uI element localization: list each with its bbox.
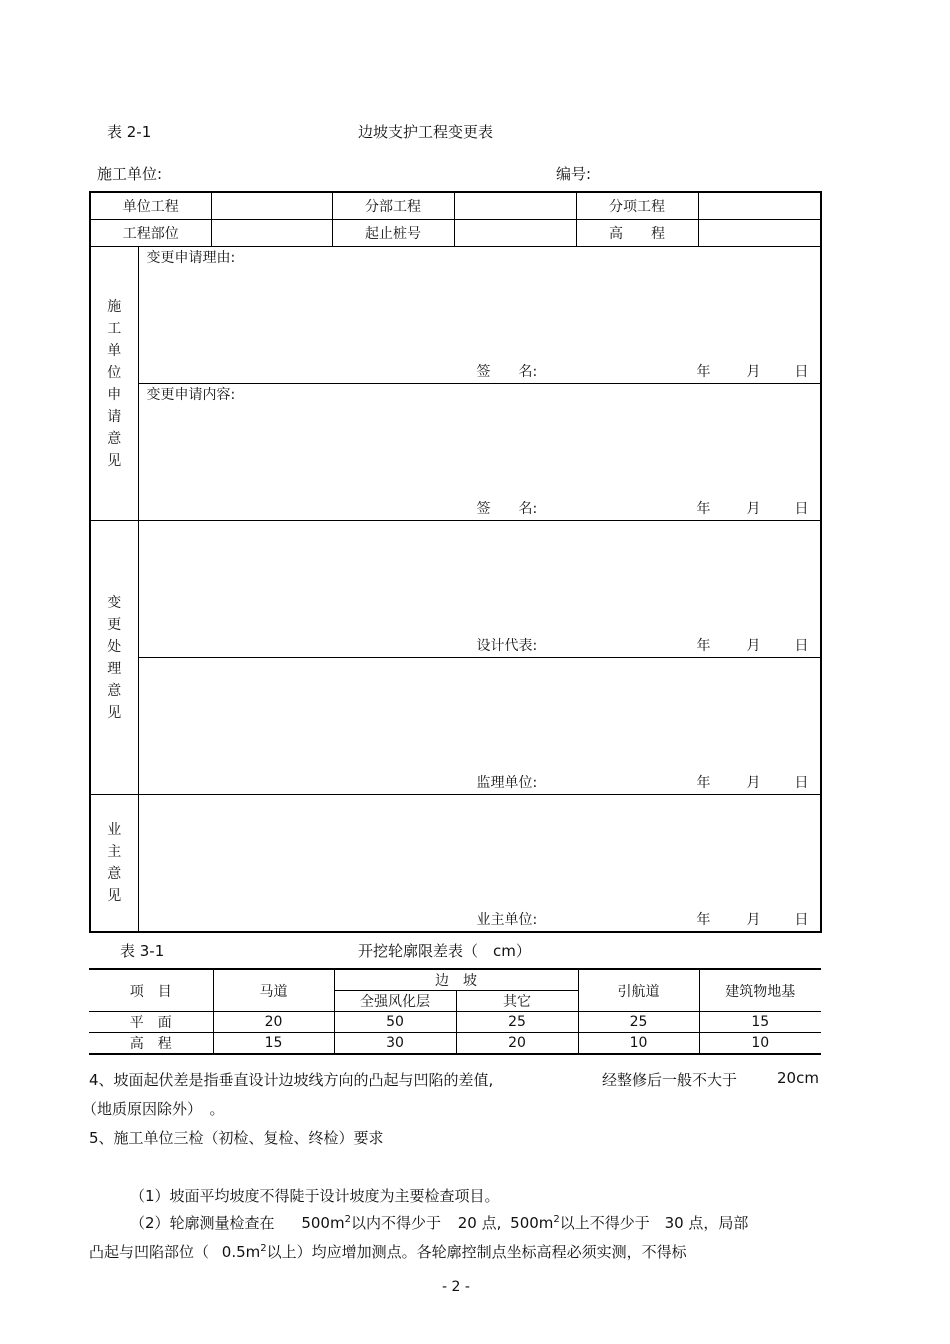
number-label: 编号: [556, 165, 592, 183]
table-cell: 平 面 [89, 1012, 213, 1033]
content-cell[interactable] [138, 384, 821, 521]
sub-note-2-f: 以上不得少于 [559, 1214, 650, 1232]
tolerance-header-row [89, 969, 821, 991]
chainage-label: 起止桩号 [332, 220, 454, 247]
tolerance-table-number: 表 3-1 [120, 942, 165, 960]
owner-unit-label: 业主单位: [476, 912, 538, 928]
year-label: 年 [696, 912, 711, 928]
day-label: 日 [794, 912, 809, 928]
table-number: 表 2-1 [107, 123, 152, 141]
sub-note-2 [130, 1212, 748, 1233]
sub-note-3 [89, 1241, 687, 1262]
tolerance-table [89, 968, 821, 1055]
sign-label: 签 名: [476, 364, 538, 380]
month-label: 月 [746, 775, 761, 791]
section-supervisor [90, 658, 821, 795]
table-row [89, 1012, 821, 1033]
construction-unit-label: 施工单位: [97, 165, 163, 183]
sub-note-3-b: 0.5m [221, 1243, 261, 1261]
col-slope-other: 其它 [456, 991, 578, 1012]
section-design [90, 521, 821, 658]
superscript: 2 [553, 1214, 560, 1225]
form-row-2 [90, 220, 821, 247]
note-4-part2: 经整修后一般不大于 [602, 1071, 738, 1089]
sub-note-3-c: 以上）均应增加测点。各轮廓控制点坐标高程必须实测，不得标 [266, 1243, 687, 1261]
month-label: 月 [746, 638, 761, 654]
month-label: 月 [746, 364, 761, 380]
owner-cell[interactable] [138, 795, 821, 933]
sub-note-2-c: 以内不得少于 [350, 1214, 441, 1232]
day-label: 日 [794, 364, 809, 380]
table-cell: 20 [213, 1012, 334, 1033]
note-5: 5、施工单位三检（初检、复检、终检）要求 [89, 1129, 384, 1147]
item-project-label: 分项工程 [576, 192, 698, 220]
day-label: 日 [794, 775, 809, 791]
sub-note-2-g: 30 点，局部 [664, 1214, 749, 1232]
col-foundation: 建筑物地基 [699, 969, 821, 1012]
elevation-label: 高 程 [576, 220, 698, 247]
form-row-1 [90, 192, 821, 220]
design-rep-label: 设计代表: [476, 638, 538, 654]
table-cell: 25 [456, 1012, 578, 1033]
sub-note-2-d: 20 点, [457, 1214, 502, 1232]
section-change-handling-label: 变更处理意见 [90, 521, 138, 795]
design-rep-cell[interactable] [138, 521, 821, 658]
chainage-value[interactable] [454, 220, 576, 247]
col-slope: 边 坡 [334, 969, 578, 991]
section-application-reason [90, 247, 821, 384]
reason-cell[interactable] [138, 247, 821, 384]
table-cell: 10 [578, 1033, 699, 1055]
sub-note-2-a: （2）轮廓测量检查在 [130, 1214, 275, 1232]
col-madao: 马道 [213, 969, 334, 1012]
col-item: 项 目 [89, 969, 213, 1012]
section-owner [90, 795, 821, 933]
note-4-part3: 20cm [777, 1069, 819, 1087]
form-title: 边坡支护工程变更表 [358, 123, 494, 141]
item-project-value[interactable] [698, 192, 821, 220]
table-cell: 20 [456, 1033, 578, 1055]
month-label: 月 [746, 912, 761, 928]
unit-project-value[interactable] [211, 192, 332, 220]
unit-project-label: 单位工程 [90, 192, 211, 220]
sub-note-1: （1）坡面平均坡度不得陡于设计坡度为主要检查项目。 [130, 1187, 500, 1205]
section-applicant-label: 施工单位申请意见 [90, 247, 138, 521]
sub-note-2-e: 500m [510, 1214, 554, 1232]
col-channel: 引航道 [578, 969, 699, 1012]
content-label: 变更申请内容: [146, 387, 236, 403]
table-cell: 10 [699, 1033, 821, 1055]
day-label: 日 [794, 501, 809, 517]
table-cell: 50 [334, 1012, 456, 1033]
section-owner-label: 业主意见 [90, 795, 138, 933]
note-4-part1: 4、坡面起伏差是指垂直设计边坡线方向的凸起与凹陷的差值, [89, 1071, 494, 1089]
year-label: 年 [696, 501, 711, 517]
superscript: 2 [344, 1214, 351, 1225]
section-application-content [90, 384, 821, 521]
reason-label: 变更申请理由: [146, 250, 236, 266]
table-row [89, 1033, 821, 1055]
project-location-value[interactable] [211, 220, 332, 247]
year-label: 年 [696, 775, 711, 791]
division-project-value[interactable] [454, 192, 576, 220]
day-label: 日 [794, 638, 809, 654]
year-label: 年 [696, 638, 711, 654]
sub-note-3-a: 凸起与凹陷部位（ [89, 1243, 210, 1261]
page-number: - 2 - [442, 1279, 470, 1295]
table-cell: 15 [213, 1033, 334, 1055]
table-cell: 高 程 [89, 1033, 213, 1055]
sub-note-2-b: 500m [301, 1214, 345, 1232]
table-cell: 15 [699, 1012, 821, 1033]
elevation-value[interactable] [698, 220, 821, 247]
supervisor-label: 监理单位: [476, 775, 538, 791]
superscript: 2 [260, 1243, 267, 1254]
project-location-label: 工程部位 [90, 220, 211, 247]
col-slope-weathered: 全强风化层 [334, 991, 456, 1012]
month-label: 月 [746, 501, 761, 517]
table-cell: 25 [578, 1012, 699, 1033]
change-form-table [89, 191, 822, 933]
tolerance-table-title: 开挖轮廓限差表（ cm） [358, 942, 531, 960]
year-label: 年 [696, 364, 711, 380]
division-project-label: 分部工程 [332, 192, 454, 220]
note-4-part4: （地质原因除外） 。 [82, 1100, 225, 1118]
supervisor-cell[interactable] [138, 658, 821, 795]
sign-label: 签 名: [476, 501, 538, 517]
table-cell: 30 [334, 1033, 456, 1055]
